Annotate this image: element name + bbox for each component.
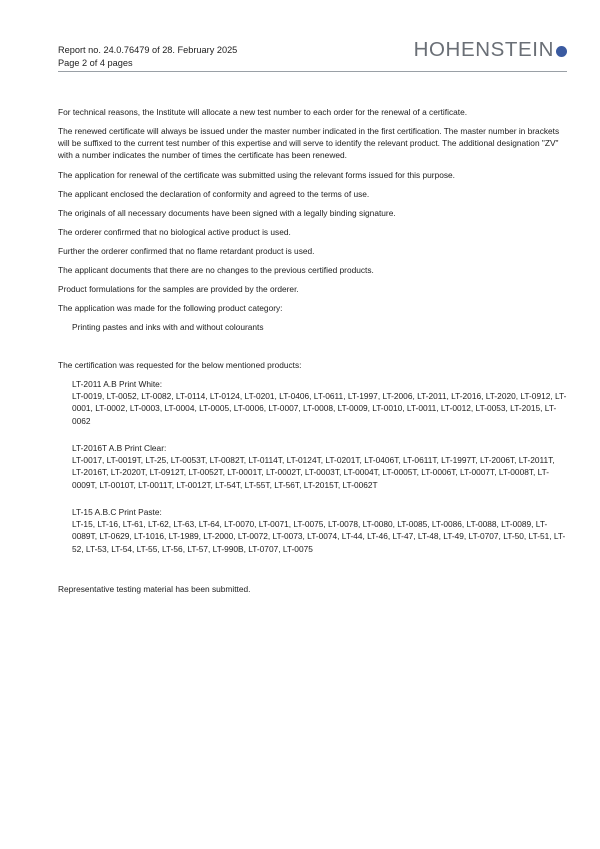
paragraph-no-biological: The orderer confirmed that no biological active product is used. xyxy=(58,227,291,237)
paragraph-no-changes: The applicant documents that there are no changes to the previous certified products. xyxy=(58,265,374,275)
paragraph-renewal-forms: The application for renewal of the certificate was submitted using the relevant forms issued for this purpose. xyxy=(58,170,455,180)
report-number: Report no. 24.0.76479 of 28. February 2025 xyxy=(58,45,238,55)
header-divider xyxy=(58,71,567,72)
paragraph-product-category-intro: The application was made for the following product category: xyxy=(58,303,283,313)
product-group-print-white xyxy=(72,378,568,427)
paragraph-formulations: Product formulations for the samples are provided by the orderer. xyxy=(58,284,299,294)
product-category: Printing pastes and inks with and without colourants xyxy=(72,322,264,332)
product-group-print-paste xyxy=(72,506,568,555)
product-group-print-clear xyxy=(72,442,568,491)
product-group-list: LT-0019, LT-0052, LT-0082, LT-0114, LT-0124, LT-0201, LT-0406, LT-0611, LT-1997, LT-2006, LT-2011, LT-2016, LT-2020, LT-0912, LT-0001, LT-0002, LT-0003, LT-0004, LT-0005, LT-0006, LT-0007, LT-0008, LT-0009, LT-0010, LT-0011, LT-0012, LT-0053, LT-2015, LT-0062 xyxy=(72,391,567,426)
paragraph-testing-material: Representative testing material has been submitted. xyxy=(58,584,251,594)
page-indicator: Page 2 of 4 pages xyxy=(58,58,133,68)
product-group-title: LT-15 A.B.C Print Paste: xyxy=(72,507,162,517)
report-header xyxy=(58,44,237,70)
logo-text: HOHENSTEIN xyxy=(413,38,554,61)
paragraph-originals-signed: The originals of all necessary documents have been signed with a legally binding signature. xyxy=(58,208,396,218)
product-group-list: LT-15, LT-16, LT-61, LT-62, LT-63, LT-64, LT-0070, LT-0071, LT-0075, LT-0078, LT-0080, LT-0085, LT-0086, LT-0088, LT-0089, LT-0089T, LT-0629, LT-1016, LT-1989, LT-2000, LT-0072, LT-0073, LT-0074, LT-44, LT-46, LT-47, LT-48, LT-49, LT-0707, LT-50, LT-51, LT-52, LT-53, LT-54, LT-55, LT-56, LT-57, LT-990B, LT-0707, LT-0075 xyxy=(72,519,566,554)
paragraph-declaration: The applicant enclosed the declaration of conformity and agreed to the terms of use. xyxy=(58,189,370,199)
logo-dot-icon xyxy=(556,46,567,57)
paragraph-master-number: The renewed certificate will always be issued under the master number indicated in the first certification. The master number in brackets will be suffixed to the current test number of this expertise and will serve to identify the relevant product. The additional designation "ZV" with a number indicates the number of times the certificate has been renewed. xyxy=(58,126,560,161)
paragraph-no-flame-retardant: Further the orderer confirmed that no flame retardant product is used. xyxy=(58,246,315,256)
product-group-list: LT-0017, LT-0019T, LT-25, LT-0053T, LT-0082T, LT-0114T, LT-0124T, LT-0201T, LT-0406T, LT-0611T, LT-1997T, LT-2006T, LT-2011T, LT-2016T, LT-2020T, LT-0912T, LT-0052T, LT-0001T, LT-0002T, LT-0003T, LT-0004T, LT-0005T, LT-0006T, LT-0007T, LT-0008T, LT-0009T, LT-0010T, LT-0011T, LT-0012T, LT-54T, LT-55T, LT-56T, LT-2015T, LT-0062T xyxy=(72,455,555,490)
paragraph-new-test-number: For technical reasons, the Institute will allocate a new test number to each order for the renewal of a certificate. xyxy=(58,107,468,117)
product-group-title: LT-2016T A.B Print Clear: xyxy=(72,443,167,453)
product-group-title: LT-2011 A.B Print White: xyxy=(72,379,163,389)
hohenstein-logo xyxy=(414,38,567,62)
paragraph-products-intro: The certification was requested for the below mentioned products: xyxy=(58,360,302,370)
